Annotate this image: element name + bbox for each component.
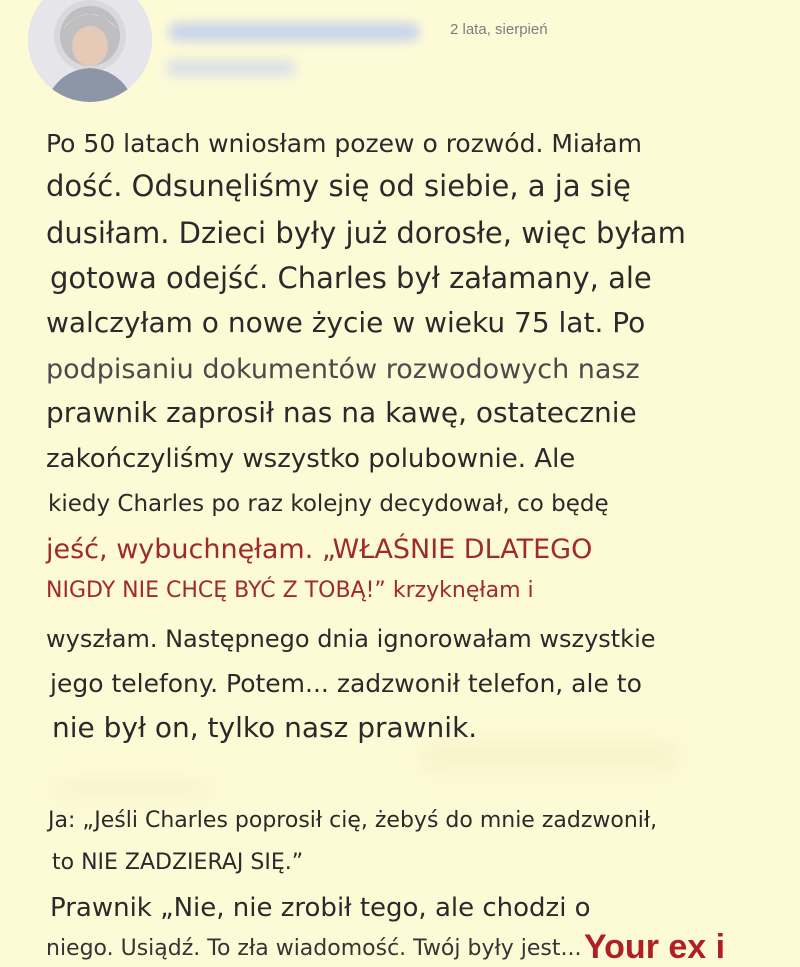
overlay-caption: Your ex i (584, 928, 726, 966)
dialogue-line: to NIE ZADZIERAJ SIĘ.” (52, 850, 304, 875)
dialogue-line: Ja: „Jeśli Charles poprosił cię, żebyś do mnie zadzwonił, (48, 808, 658, 833)
post-text-line: nie był on, tylko nasz prawnik. (52, 711, 478, 744)
post-text-line: jego telefony. Potem... zadzwonił telefon, ale to (50, 669, 642, 698)
post-text-line-emphasis (46, 578, 534, 603)
author-meta-blurred (166, 60, 296, 76)
post-timestamp: 2 lata, sierpień (450, 21, 548, 38)
post-text-line: dusiłam. Dzieci były już dorosłe, więc byłam (46, 216, 686, 250)
shout-quote: NIGDY NIE CHCĘ BYĆ Z TOBĄ!” (46, 578, 386, 603)
dialogue-line: Prawnik „Nie, nie zrobił tego, ale chodzi o (50, 893, 591, 923)
post-text-line: Po 50 latach wniosłam pozew o rozwód. Miałam (46, 129, 642, 158)
post-text-continuation: krzyknęłam i (392, 578, 534, 603)
ghost-text-block (420, 740, 680, 774)
comment-header (0, 0, 800, 110)
ghost-text-block (52, 780, 212, 800)
avatar[interactable] (28, 0, 152, 102)
post-text-line: prawnik zaprosił nas na kawę, ostatecznie (46, 396, 637, 429)
overlapping-footer-text: niego. Usiądź. To zła wiadomość. Twój były jest... (46, 936, 582, 961)
post-text-line: zakończyliśmy wszystko polubownie. Ale (46, 444, 576, 474)
post-text-line: wyszłam. Następnego dnia ignorowałam wszystkie (46, 625, 656, 653)
avatar-portrait-image (28, 0, 152, 102)
post-text-line: dość. Odsunęliśmy się od siebie, a ja się (46, 169, 631, 203)
post-text-line: gotowa odejść. Charles był załamany, ale (50, 261, 652, 295)
author-name-blurred[interactable] (168, 22, 420, 42)
post-text-line: walczyłam o nowe życie w wieku 75 lat. Po (46, 306, 646, 339)
post-text-line-emphasis: jeść, wybuchnęłam. „WŁAŚNIE DLATEGO (46, 534, 593, 565)
post-text-line: podpisaniu dokumentów rozwodowych nasz (46, 354, 640, 385)
post-text-line: kiedy Charles po raz kolejny decydował, co będę (48, 491, 609, 517)
